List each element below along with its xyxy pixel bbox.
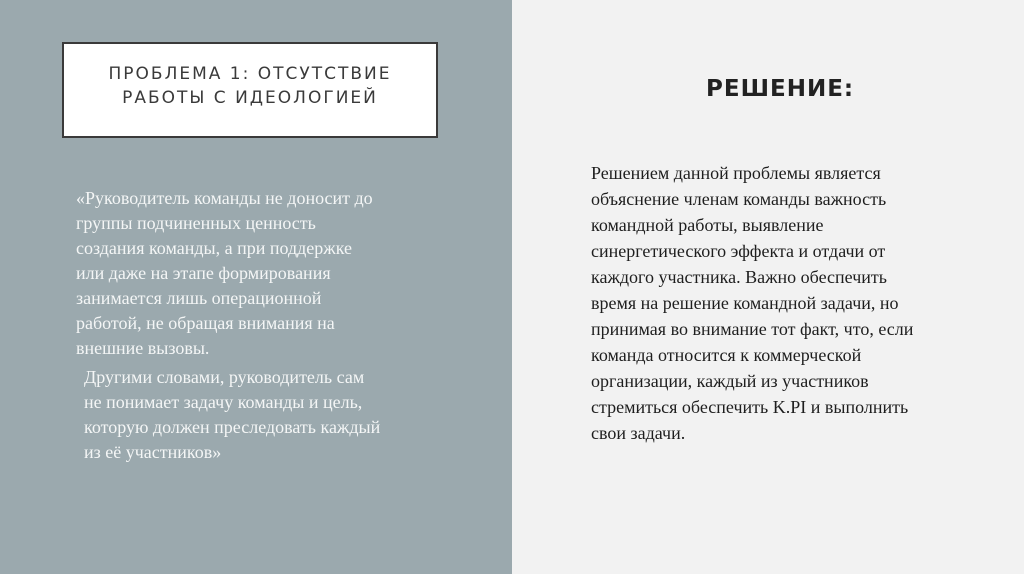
- problem-title: ПРОБЛЕМА 1: ОТСУТСТВИЕ РАБОТЫ С ИДЕОЛОГИЕЙ: [108, 64, 392, 108]
- problem-description: [76, 186, 446, 465]
- problem-title-box: [62, 42, 438, 138]
- solution-heading: РЕШЕНИЕ:: [706, 76, 855, 102]
- problem-paragraph-1: «Руководитель команды не доносит до группы подчиненных ценность создания команды, а при поддержке или даже на этапе формирования занимается лишь операционной работой, не обращая внимания на внешние вызовы.: [76, 188, 373, 358]
- problem-paragraph-2: Другими словами, руководитель сам не понимает задачу команды и цель, которую должен преследовать каждый из её участников»: [84, 367, 381, 462]
- solution-text: Решением данной проблемы является объяснение членам команды важность командной работы, выявление синергетического эффекта и отдачи от каждого участника. Важно обеспечить время на решение командной задачи, но принимая во внимание тот факт, что, если команда относится к коммерческой организации, каждый из участников стремиться обеспечить K.PI и выполнить свои задачи.: [591, 163, 914, 443]
